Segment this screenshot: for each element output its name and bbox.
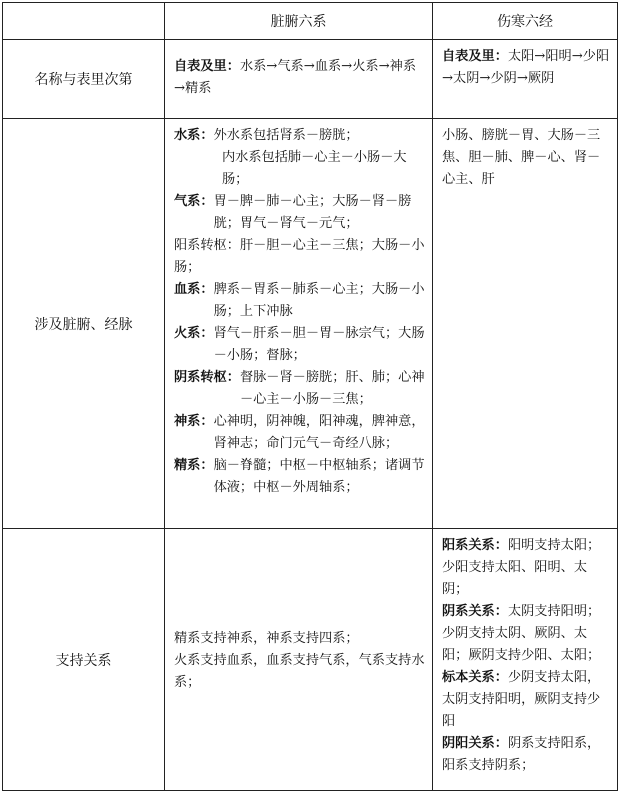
cell-zangfu-organs (165, 119, 433, 529)
list-item (174, 191, 426, 235)
list-item (174, 323, 426, 367)
table-row (3, 40, 618, 119)
item-lead: 水系： (174, 128, 214, 143)
order-text: 水系→气系→血系→火系→神系→精系 (174, 59, 417, 96)
item-lead: 气系： (174, 194, 214, 209)
item-text: 胃－脾－肺－心主；大肠－肾－膀胱；胃气－肾气－元气； (213, 194, 412, 231)
list-item (174, 455, 426, 499)
list-item (174, 125, 426, 147)
cell-shanghan-support (433, 529, 618, 791)
row-label-organs-meridians: 涉及脏腑、经脉 (3, 119, 165, 529)
item-text: 阳明支持太阳；少阳支持太阳、阳明、太阴； (442, 538, 601, 597)
item-text: 外水系包括肾系－膀胱； (213, 128, 359, 143)
cell-shanghan-organs (433, 119, 618, 529)
table-header-row (3, 3, 618, 40)
item-lead: 神系： (174, 414, 214, 429)
cell-zangfu-order (165, 40, 433, 119)
item-lead: 血系： (174, 282, 214, 297)
label-lead: 自表及里： (174, 59, 240, 74)
list-item (442, 535, 611, 601)
item-lead: 火系： (174, 326, 214, 341)
item-text: 少阴支持太阳，太阴支持阳明，厥阴支持少阳 (442, 670, 601, 729)
item-lead: 精系： (174, 458, 214, 473)
item-text: 太阴支持阳明；少阴支持太阴、厥阴、太阳；厥阴支持少阳、太阳； (442, 604, 601, 663)
order-text: 太阳→阳明→少阳→太阴→少阴→厥阴 (442, 49, 610, 86)
list-item: 火系支持血系，血系支持气系，气系支持水系； (174, 652, 425, 690)
item-lead: 标本关系： (442, 670, 508, 685)
list-item (442, 667, 611, 733)
cell-zangfu-support (165, 529, 433, 791)
item-lead: 阴阳关系： (442, 736, 508, 751)
list-item (174, 411, 426, 455)
header-shanghan: 伤寒六经 (433, 3, 618, 40)
header-zangfu: 脏腑六系 (165, 3, 433, 40)
cell-shanghan-order (433, 40, 618, 119)
table-row (3, 119, 618, 529)
item-text: 脾系－胃系－肺系－心主；大肠－小肠；上下冲脉 (213, 282, 425, 319)
list-item (174, 279, 426, 323)
list-item (442, 601, 611, 667)
item-text: 肾气－肝系－胆－胃－脉宗气；大肠－小肠；督脉； (213, 326, 425, 363)
organs-text: 小肠、膀胱－胃、大肠－三焦、胆－肺、脾－心、肾－心主、肝 (442, 128, 601, 187)
item-lead-plain: 阳系转枢： (174, 238, 240, 253)
item-text: 肝－胆－心主－三焦；大肠－小肠； (174, 238, 425, 275)
table-row (3, 529, 618, 791)
item-lead: 阴系转枢： (174, 370, 240, 385)
comparison-table (2, 2, 618, 791)
item-text: 内水系包括肺－心主－小肠－大肠； (222, 150, 407, 187)
item-lead: 阳系关系： (442, 538, 508, 553)
row-label-support: 支持关系 (3, 529, 165, 791)
list-item (174, 147, 426, 191)
list-item: 精系支持神系，神系支持四系； (174, 630, 359, 646)
item-text: 心神明，阴神魄，阳神魂，脾神意，肾神志；命门元气－奇经八脉； (213, 414, 425, 451)
header-empty-cell (3, 3, 165, 40)
row-label-names-order: 名称与表里次第 (3, 40, 165, 119)
item-text: 阴系支持阳系，阳系支持阴系； (442, 736, 601, 773)
item-lead: 阴系关系： (442, 604, 508, 619)
list-item (442, 733, 611, 777)
list-item (174, 367, 426, 411)
item-text: 脑－脊髓；中枢－中枢轴系；诸调节体液；中枢－外周轴系； (213, 458, 425, 495)
label-lead: 自表及里： (442, 49, 508, 64)
list-item (174, 235, 426, 279)
item-text: 督脉－肾－膀胱；肝、肺；心神－心主－小肠－三焦； (239, 370, 425, 407)
